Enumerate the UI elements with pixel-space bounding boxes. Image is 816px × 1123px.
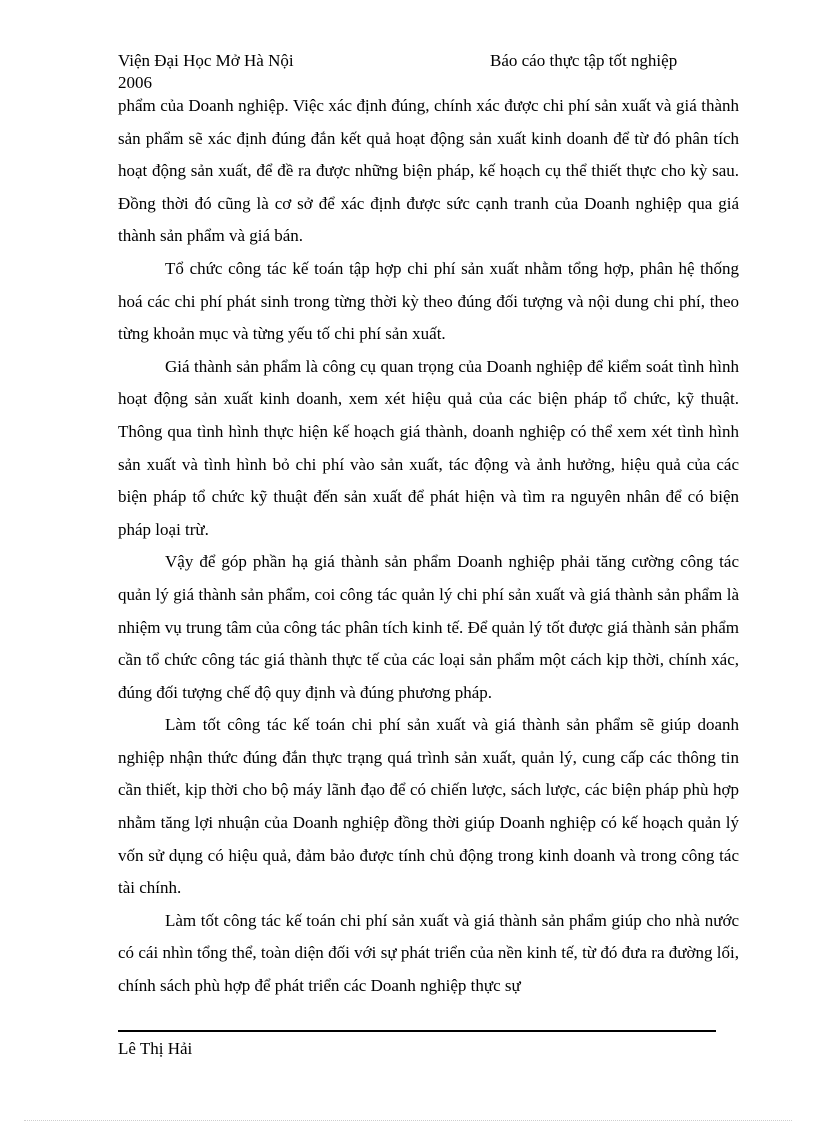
paragraph: Tổ chức công tác kế toán tập hợp chi phí sản xuất nhằm tổng hợp, phân hệ thống hoá các chi phí phát sinh trong từng thời kỳ theo đúng đối tượng và nội dung chi phí, theo từng khoản mục và từng yếu tố chi phí sản xuất. <box>118 258 739 344</box>
paragraph: Vậy để góp phần hạ giá thành sản phẩm Doanh nghiệp phải tăng cường công tác quản lý giá thành sản phẩm, coi công tác quản lý chi phí sản xuất và giá thành sản phẩm là nhiệm vụ trung tâm của công tác phân tích kinh tế. Để quản lý tốt được giá thành sản phẩm cần tổ chức công tác giá thành thực tế của các loại sản phẩm một cách kịp thời, chính xác, đúng đối tượng chế độ quy định và đúng phương pháp. <box>118 552 739 702</box>
paragraph: Giá thành sản phẩm là công cụ quan trọng của Doanh nghiệp để kiểm soát tình hình hoạt động sản xuất kinh doanh, xem xét hiệu quả của các biện pháp tổ chức, kỹ thuật. Thông qua tình hình thực hiện kế hoạch giá thành, doanh nghiệp có thể xem xét tình hình sản xuất và tình hình bỏ chi phí vào sản xuất, tác động và ảnh hưởng, hiệu quả của các biện pháp tổ chức kỹ thuật đến sản xuất để phát hiện và tìm ra nguyên nhân để có biện pháp loại trừ. <box>118 356 739 539</box>
page-header-institution <box>118 50 294 94</box>
footer-divider <box>118 1030 716 1032</box>
page-edge-divider <box>24 1120 792 1121</box>
document-body <box>118 90 739 1003</box>
header-institution-name: Viện Đại Học Mở Hà Nội <box>118 51 294 70</box>
paragraph: Làm tốt công tác kế toán chi phí sản xuất và giá thành sản phẩm sẽ giúp doanh nghiệp nhận thức đúng đắn thực trạng quá trình sản xuất, quản lý, cung cấp các thông tin cần thiết, kịp thời cho bộ máy lãnh đạo để có chiến lược, sách lược, các biện pháp phù hợp nhằm tăng lợi nhuận của Doanh nghiệp đồng thời giúp Doanh nghiệp có kế hoạch quản lý vốn sử dụng có hiệu quả, đảm bảo được tính chủ động trong kinh doanh và trong công tác tài chính. <box>118 715 739 898</box>
header-report-title: Báo cáo thực tập tốt nghiệp <box>490 51 678 70</box>
paragraph-continued: phẩm của Doanh nghiệp. Việc xác định đúng, chính xác được chi phí sản xuất và giá thành sản phẩm sẽ xác định đúng đắn kết quả hoạt động sản xuất kinh doanh để từ đó phân tích hoạt động sản xuất, để đề ra được những biện pháp, kế hoạch cụ thể thiết thực cho kỳ sau. Đồng thời đó cũng là cơ sở để xác định được sức cạnh tranh của Doanh nghiệp qua giá thành sản phẩm và giá bán. <box>118 96 739 246</box>
paragraph: Làm tốt công tác kế toán chi phí sản xuất và giá thành sản phẩm giúp cho nhà nước có cái nhìn tổng thể, toàn diện đối với sự phát triển của nền kinh tế, từ đó đưa ra đường lối, chính sách phù hợp để phát triển các Doanh nghiệp thực sự <box>118 910 739 996</box>
footer-author: Lê Thị Hải <box>118 1039 193 1058</box>
header-year: 2006 <box>118 73 152 92</box>
